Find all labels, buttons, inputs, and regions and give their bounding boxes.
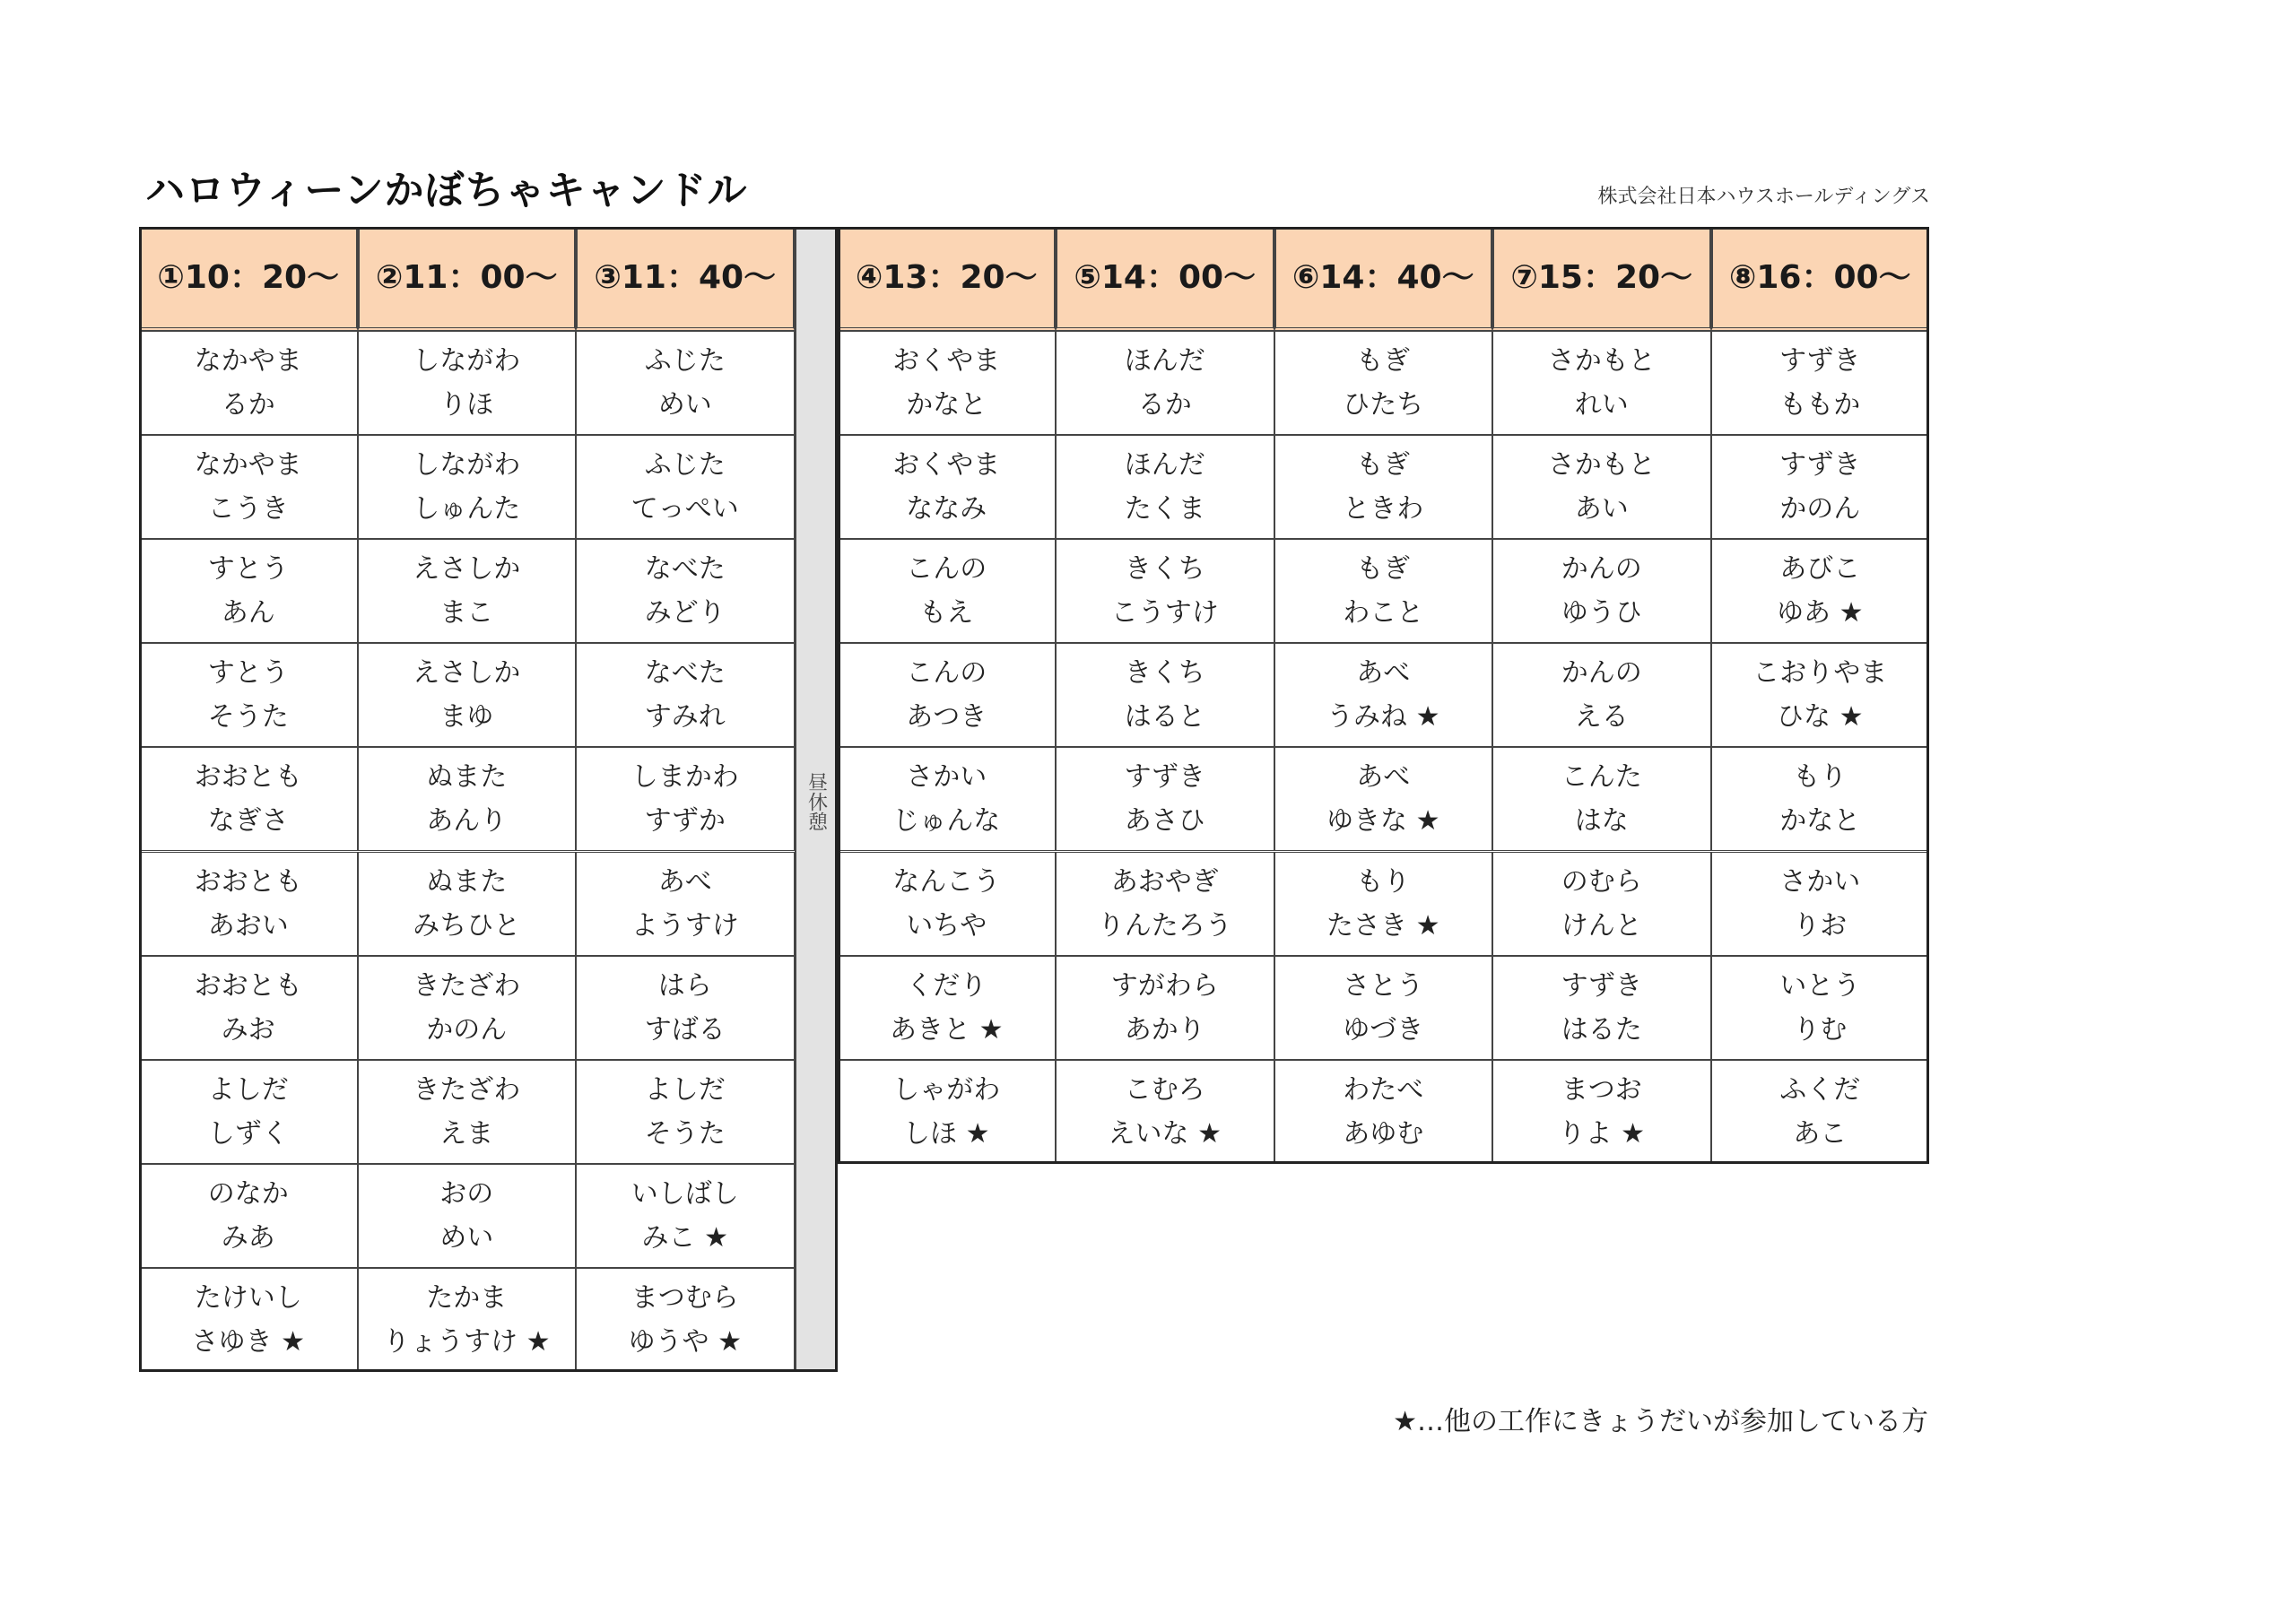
participant-cell xyxy=(1492,539,1711,643)
participant-cell xyxy=(139,539,358,643)
participant-given-name: ゆづき xyxy=(1343,1013,1424,1046)
participant-cell xyxy=(1056,852,1274,956)
participant-surname: すずき xyxy=(1561,969,1642,1002)
participant-surname: さとう xyxy=(1343,969,1424,1002)
participant-cell xyxy=(1274,747,1493,851)
lunch-break-label: 昼休憩 xyxy=(804,771,828,831)
participant-given-name: ゆうや ★ xyxy=(628,1325,742,1358)
participant-given-name: えいな ★ xyxy=(1108,1117,1222,1150)
session-header: ⑧16：00〜 xyxy=(1711,227,1930,331)
participant-surname: あおやぎ xyxy=(1110,865,1219,898)
participant-given-name: なぎさ xyxy=(207,805,289,838)
participant-surname: あべ xyxy=(1356,657,1411,690)
participant-cell xyxy=(1274,852,1493,956)
participant-cell xyxy=(1711,1060,1930,1164)
participant-surname: なべた xyxy=(644,657,726,690)
participant-cell xyxy=(139,643,358,747)
participant-cell xyxy=(838,643,1057,747)
participant-given-name: あんり xyxy=(426,805,508,838)
participant-surname: すずき xyxy=(1779,345,1861,378)
participant-surname: はら xyxy=(657,969,712,1002)
participant-cell xyxy=(1492,331,1711,435)
participant-given-name: れい xyxy=(1574,389,1629,421)
participant-cell xyxy=(576,852,795,956)
participant-cell xyxy=(576,1164,795,1268)
participant-given-name: ゆきな ★ xyxy=(1326,805,1440,838)
participant-given-name: めい xyxy=(439,1221,494,1254)
participant-cell xyxy=(576,539,795,643)
participant-given-name: あきと ★ xyxy=(890,1013,1004,1046)
participant-cell xyxy=(1492,956,1711,1060)
participant-cell xyxy=(358,1060,577,1164)
participant-cell xyxy=(576,747,795,851)
participant-given-name: ももか xyxy=(1779,389,1861,421)
participant-surname: さかい xyxy=(906,761,987,794)
participant-given-name: そうた xyxy=(207,701,289,733)
participant-cell xyxy=(576,1060,795,1164)
participant-surname: おおとも xyxy=(194,865,302,898)
participant-surname: すずき xyxy=(1779,449,1861,482)
participant-cell xyxy=(139,956,358,1060)
participant-given-name: かなと xyxy=(906,389,987,421)
participant-surname: しながわ xyxy=(413,449,521,482)
participant-surname: よしだ xyxy=(207,1073,289,1106)
participant-surname: こんた xyxy=(1561,761,1642,794)
participant-given-name: える xyxy=(1574,701,1629,733)
participant-cell xyxy=(1492,852,1711,956)
participant-cell xyxy=(838,539,1057,643)
participant-surname: きたざわ xyxy=(413,1073,521,1106)
participant-cell xyxy=(838,1060,1057,1164)
participant-surname: わたべ xyxy=(1343,1073,1424,1106)
participant-cell xyxy=(139,1164,358,1268)
participant-surname: えさしか xyxy=(413,657,521,690)
participant-cell xyxy=(576,643,795,747)
participant-given-name: あゆむ xyxy=(1343,1117,1424,1150)
participant-cell xyxy=(838,747,1057,851)
participant-cell xyxy=(139,435,358,539)
participant-cell xyxy=(1056,331,1274,435)
participant-given-name: ななみ xyxy=(906,493,987,525)
participant-surname: まつお xyxy=(1561,1073,1642,1106)
participant-cell xyxy=(1711,539,1930,643)
participant-cell xyxy=(1056,1060,1274,1164)
participant-cell xyxy=(1711,852,1930,956)
participant-surname: さかもと xyxy=(1547,449,1656,482)
participant-cell xyxy=(1274,1060,1493,1164)
participant-surname: ほんだ xyxy=(1124,449,1205,482)
participant-cell xyxy=(1274,956,1493,1060)
participant-given-name: じゅんな xyxy=(892,805,1001,838)
participant-cell xyxy=(838,435,1057,539)
participant-given-name: あつき xyxy=(906,701,987,733)
participant-given-name: ひな ★ xyxy=(1777,701,1864,733)
participant-given-name: るか xyxy=(1137,389,1192,421)
participant-given-name: ときわ xyxy=(1343,493,1424,525)
participant-given-name: りお xyxy=(1793,909,1848,942)
participant-given-name: りよ ★ xyxy=(1558,1117,1645,1150)
participant-given-name: ゆあ ★ xyxy=(1777,597,1864,629)
participant-cell xyxy=(1056,435,1274,539)
participant-surname: くだり xyxy=(906,969,987,1002)
company-name: 株式会社日本ハウスホールディングス xyxy=(1597,186,1930,208)
participant-surname: ふじた xyxy=(644,345,726,378)
participant-surname: もり xyxy=(1356,865,1411,898)
participant-given-name: こうすけ xyxy=(1110,597,1219,629)
participant-cell xyxy=(1274,435,1493,539)
participant-cell xyxy=(358,747,577,851)
participant-surname: ぬまた xyxy=(426,865,508,898)
participant-given-name: まゆ xyxy=(439,701,494,733)
participant-surname: きたざわ xyxy=(413,969,521,1002)
participant-cell xyxy=(358,435,577,539)
participant-given-name: あい xyxy=(1574,493,1629,525)
participant-cell xyxy=(1056,956,1274,1060)
participant-given-name: しゅんた xyxy=(413,493,521,525)
participant-surname: もぎ xyxy=(1356,449,1411,482)
participant-cell xyxy=(1056,747,1274,851)
participant-given-name: あかり xyxy=(1124,1013,1205,1046)
participant-surname: おおとも xyxy=(194,969,302,1002)
participant-given-name: りんたろう xyxy=(1097,909,1232,942)
participant-surname: なかやま xyxy=(194,449,302,482)
participant-given-name: うみね ★ xyxy=(1326,701,1440,733)
participant-given-name: りむ xyxy=(1793,1013,1848,1046)
participant-given-name: かなと xyxy=(1779,805,1861,838)
participant-cell xyxy=(838,956,1057,1060)
participant-surname: もぎ xyxy=(1356,553,1411,586)
participant-surname: もり xyxy=(1793,761,1848,794)
participant-given-name: あさひ xyxy=(1124,805,1205,838)
participant-surname: あびこ xyxy=(1779,553,1861,586)
participant-surname: ふじた xyxy=(644,449,726,482)
participant-given-name: りょうすけ ★ xyxy=(383,1325,551,1358)
participant-cell xyxy=(358,539,577,643)
participant-surname: なべた xyxy=(644,553,726,586)
participant-surname: なかやま xyxy=(194,345,302,378)
participant-cell xyxy=(358,331,577,435)
participant-surname: すとう xyxy=(207,553,289,586)
session-header: ②11：00〜 xyxy=(358,227,577,331)
participant-cell xyxy=(576,435,795,539)
participant-given-name: けんと xyxy=(1561,909,1642,942)
participant-cell xyxy=(358,956,577,1060)
participant-given-name: たくま xyxy=(1124,493,1205,525)
participant-cell xyxy=(1056,539,1274,643)
participant-surname: のむら xyxy=(1561,865,1642,898)
participant-cell xyxy=(838,331,1057,435)
session-header: ④13：20〜 xyxy=(838,227,1057,331)
participant-cell xyxy=(1711,435,1930,539)
participant-surname: ほんだ xyxy=(1124,345,1205,378)
participant-surname: よしだ xyxy=(644,1073,726,1106)
participant-surname: しながわ xyxy=(413,345,521,378)
participant-cell xyxy=(139,1268,358,1372)
participant-cell xyxy=(358,852,577,956)
legend-note: ★…他の工作にきょうだいが参加している方 xyxy=(1393,1406,1928,1437)
participant-surname: いとう xyxy=(1779,969,1861,1002)
participant-given-name: すずか xyxy=(644,805,726,838)
participant-given-name: さゆき ★ xyxy=(191,1325,305,1358)
participant-given-name: まこ xyxy=(439,597,494,629)
participant-surname: きくち xyxy=(1124,657,1205,690)
participant-surname: のなか xyxy=(207,1177,289,1210)
participant-cell xyxy=(139,331,358,435)
participant-cell xyxy=(1274,539,1493,643)
participant-given-name: かのん xyxy=(426,1013,508,1046)
participant-given-name: みあ xyxy=(221,1221,275,1254)
participant-given-name: みちひと xyxy=(413,909,521,942)
participant-surname: まつむら xyxy=(631,1281,739,1314)
participant-surname: おおとも xyxy=(194,761,302,794)
participant-surname: かんの xyxy=(1561,553,1642,586)
participant-given-name: こうき xyxy=(207,493,289,525)
session-header: ③11：40〜 xyxy=(576,227,795,331)
participant-surname: いしばし xyxy=(631,1177,739,1210)
participant-given-name: てっぺい xyxy=(631,493,739,525)
participant-surname: あべ xyxy=(1356,761,1411,794)
participant-given-name: めい xyxy=(657,389,712,421)
schedule-table xyxy=(139,227,1931,1368)
participant-cell xyxy=(1492,1060,1711,1164)
participant-given-name: すみれ xyxy=(644,701,726,733)
participant-surname: しまかわ xyxy=(631,761,739,794)
participant-surname: おくやま xyxy=(892,345,1001,378)
participant-surname: おの xyxy=(439,1177,494,1210)
participant-cell xyxy=(1492,643,1711,747)
participant-given-name: すばる xyxy=(644,1013,726,1046)
participant-given-name: はると xyxy=(1124,701,1205,733)
participant-cell xyxy=(1274,643,1493,747)
participant-given-name: そうた xyxy=(644,1117,726,1150)
lunch-break-column xyxy=(795,227,838,1372)
participant-surname: すずき xyxy=(1124,761,1205,794)
participant-surname: えさしか xyxy=(413,553,521,586)
participant-cell xyxy=(358,643,577,747)
participant-surname: きくち xyxy=(1124,553,1205,586)
participant-cell xyxy=(1492,747,1711,851)
participant-given-name: えま xyxy=(439,1117,494,1150)
participant-surname: ぬまた xyxy=(426,761,508,794)
participant-given-name: たさき ★ xyxy=(1326,909,1440,942)
participant-given-name: あおい xyxy=(207,909,289,942)
participant-surname: しゃがわ xyxy=(892,1073,1001,1106)
participant-given-name: しずく xyxy=(207,1117,289,1150)
participant-surname: たかま xyxy=(426,1281,508,1314)
participant-cell xyxy=(576,956,795,1060)
participant-given-name: ようすけ xyxy=(631,909,739,942)
participant-surname: たけいし xyxy=(194,1281,302,1314)
session-header: ⑤14：00〜 xyxy=(1056,227,1274,331)
participant-surname: さかもと xyxy=(1547,345,1656,378)
participant-given-name: みお xyxy=(221,1013,275,1046)
participant-given-name: りほ xyxy=(439,389,494,421)
session-header: ⑦15：20〜 xyxy=(1492,227,1711,331)
participant-cell xyxy=(1274,331,1493,435)
participant-cell xyxy=(358,1164,577,1268)
participant-cell xyxy=(1711,747,1930,851)
participant-given-name: しほ ★ xyxy=(903,1117,990,1150)
participant-given-name: ひたち xyxy=(1343,389,1424,421)
participant-cell xyxy=(838,852,1057,956)
participant-cell xyxy=(1711,956,1930,1060)
participant-cell xyxy=(1492,435,1711,539)
participant-surname: すとう xyxy=(207,657,289,690)
participant-surname: こむろ xyxy=(1124,1073,1205,1106)
participant-cell xyxy=(1711,331,1930,435)
participant-given-name: いちや xyxy=(906,909,987,942)
participant-cell xyxy=(1711,643,1930,747)
participant-surname: おくやま xyxy=(892,449,1001,482)
participant-surname: なんこう xyxy=(892,865,1001,898)
participant-given-name: みこ ★ xyxy=(641,1221,728,1254)
participant-cell xyxy=(576,331,795,435)
participant-given-name: わこと xyxy=(1343,597,1424,629)
participant-given-name: ゆうひ xyxy=(1561,597,1642,629)
session-header: ⑥14：40〜 xyxy=(1274,227,1493,331)
participant-given-name: もえ xyxy=(919,597,974,629)
participant-surname: すがわら xyxy=(1110,969,1219,1002)
participant-surname: もぎ xyxy=(1356,345,1411,378)
participant-surname: さかい xyxy=(1779,865,1861,898)
participant-given-name: はるた xyxy=(1561,1013,1642,1046)
participant-given-name: みどり xyxy=(644,597,726,629)
participant-cell xyxy=(358,1268,577,1372)
participant-given-name: るか xyxy=(221,389,275,421)
participant-surname: あべ xyxy=(657,865,712,898)
participant-given-name: はな xyxy=(1574,805,1629,838)
page-title: ハロウィーンかぼちゃキャンドル xyxy=(145,168,748,213)
participant-cell xyxy=(139,747,358,851)
participant-cell xyxy=(139,1060,358,1164)
participant-surname: こおりやま xyxy=(1752,657,1888,690)
participant-given-name: あこ xyxy=(1793,1117,1848,1150)
participant-cell xyxy=(576,1268,795,1372)
participant-given-name: かのん xyxy=(1779,493,1861,525)
participant-cell xyxy=(1056,643,1274,747)
participant-surname: かんの xyxy=(1561,657,1642,690)
participant-surname: こんの xyxy=(906,657,987,690)
participant-cell xyxy=(139,852,358,956)
participant-surname: こんの xyxy=(906,553,987,586)
participant-surname: ふくだ xyxy=(1779,1073,1861,1106)
participant-given-name: あん xyxy=(221,597,275,629)
session-header: ①10：20〜 xyxy=(139,227,358,331)
